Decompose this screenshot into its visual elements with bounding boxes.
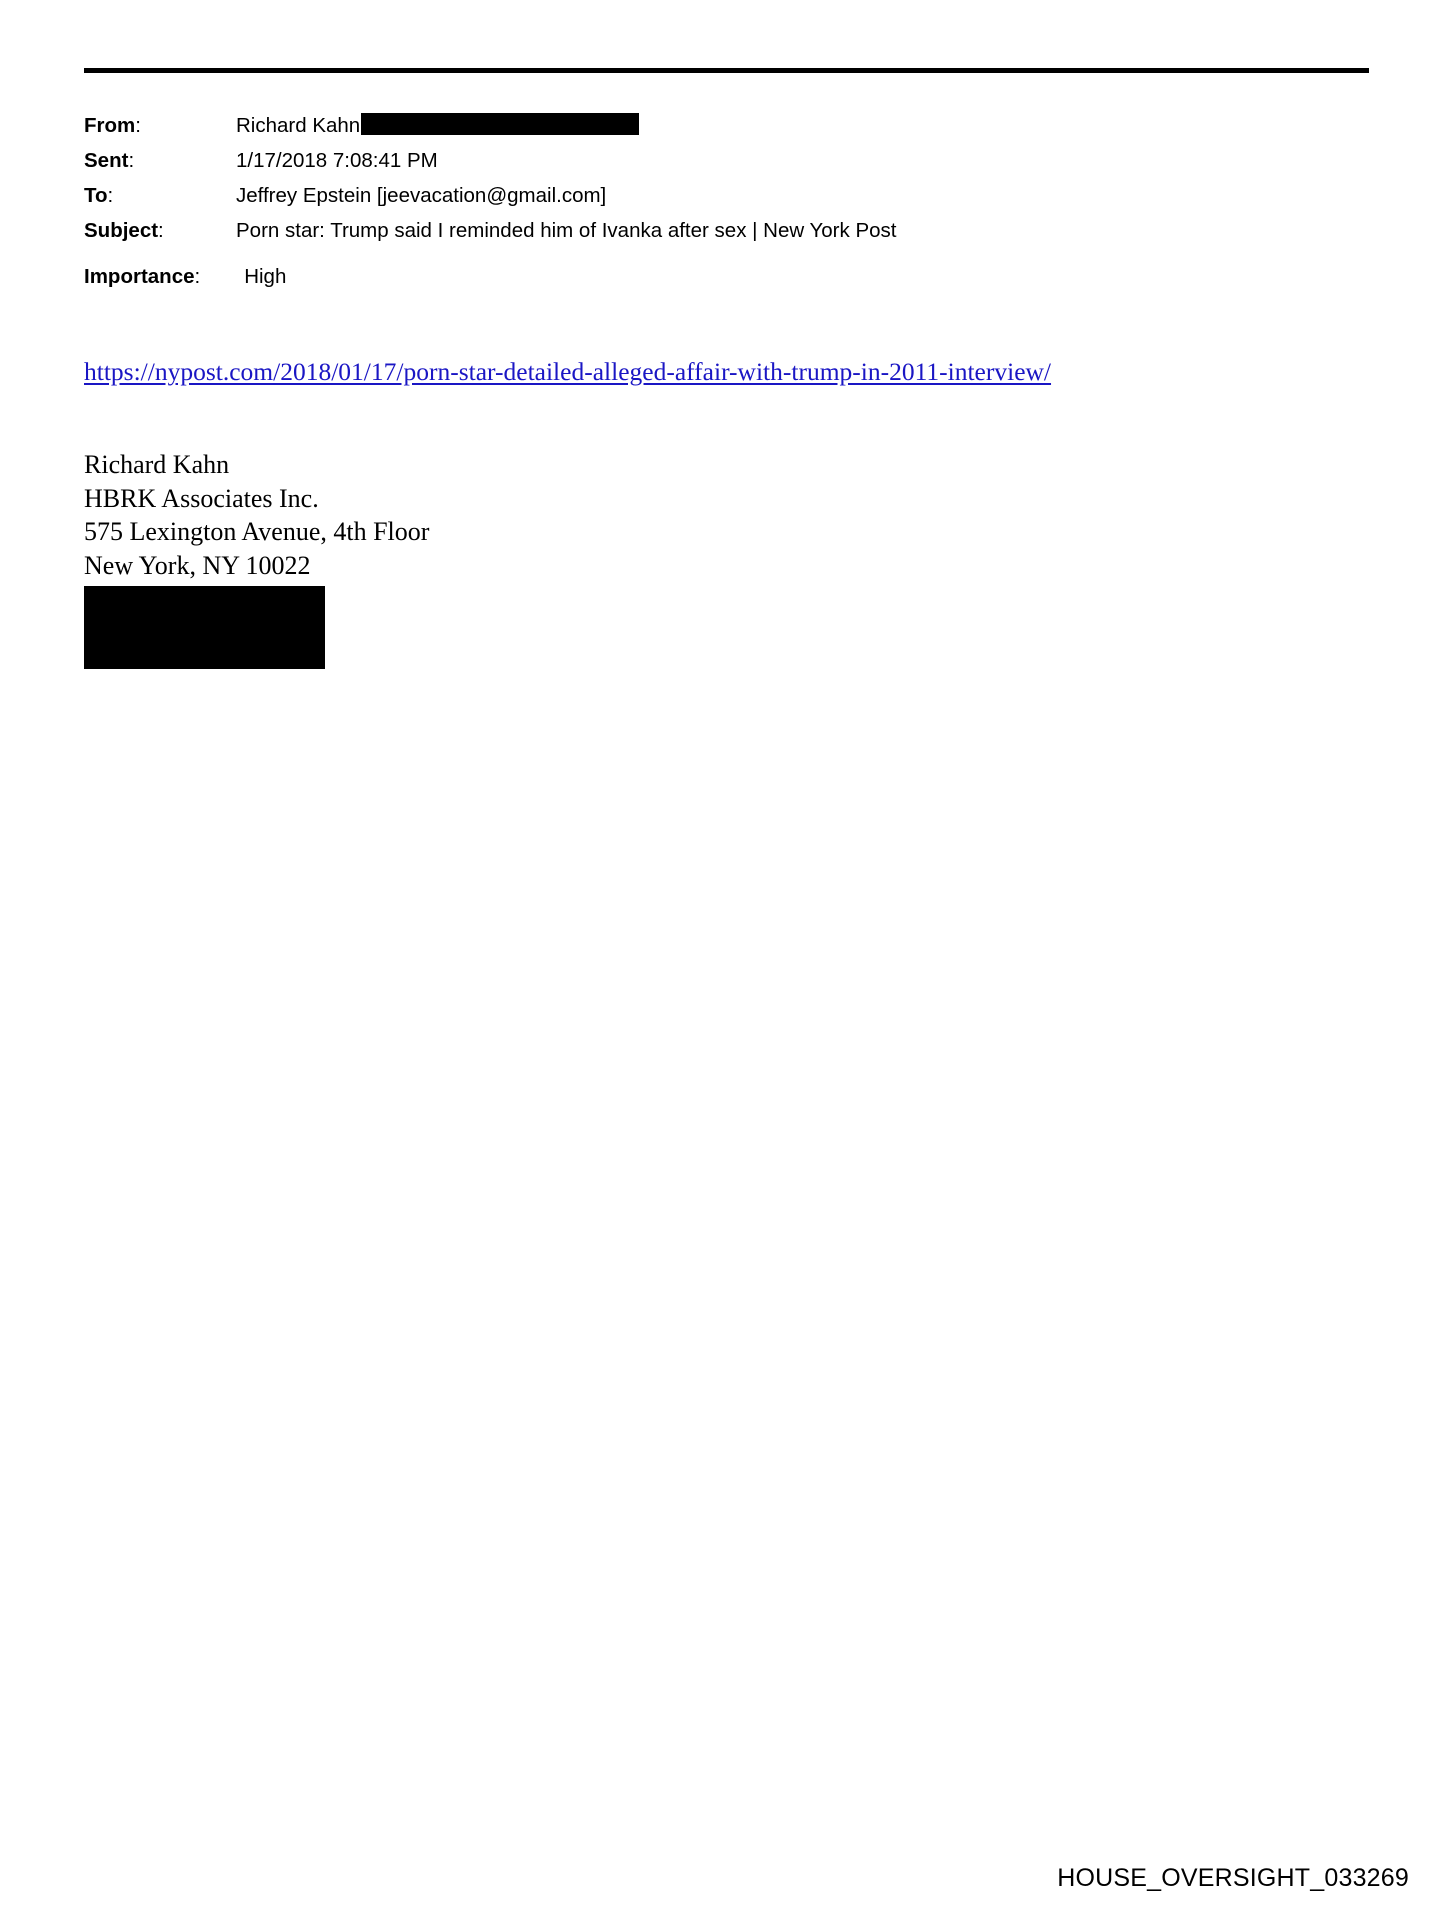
header-label-to (84, 183, 236, 218)
importance-row (84, 264, 286, 290)
colon-sent: : (128, 149, 135, 172)
header-value-to: Jeffrey Epstein [jeevacation@gmail.com] (236, 184, 607, 207)
header-row-from (84, 113, 1184, 148)
header-label-from-text: From (84, 114, 136, 137)
header-value-sent: 1/17/2018 7:08:41 PM (236, 149, 438, 172)
body-link-line (84, 356, 1051, 388)
signature-company: HBRK Associates Inc. (84, 483, 319, 513)
header-label-subject-text: Subject (84, 219, 159, 242)
email-signature-block (84, 448, 429, 582)
signature-city-state-zip: New York, NY 10022 (84, 550, 311, 580)
redaction-block (84, 586, 325, 669)
header-value-from (236, 113, 1184, 148)
importance-value: High (244, 265, 287, 288)
colon-to: : (107, 184, 114, 207)
header-label-to-text: To (84, 184, 108, 207)
header-divider-rule (84, 68, 1369, 73)
header-label-sent-text: Sent (84, 149, 129, 172)
header-value-from-text: Richard Kahn (236, 114, 361, 137)
header-label-subject (84, 218, 236, 253)
colon-subject: : (158, 219, 164, 242)
header-label-sent (84, 148, 236, 183)
importance-label (84, 265, 200, 288)
header-label-from (84, 113, 236, 148)
header-row-sent (84, 148, 1184, 183)
header-row-to (84, 183, 1184, 218)
header-row-subject (84, 218, 1184, 253)
bates-stamp: HOUSE_OVERSIGHT_033269 (1057, 1864, 1409, 1892)
colon-importance: : (194, 265, 201, 288)
email-header-table (84, 113, 1184, 253)
nypost-article-link[interactable]: https://nypost.com/2018/01/17/porn-star-detailed-alleged-affair-with-trump-in-2011-interview/ (84, 357, 1052, 386)
signature-name: Richard Kahn (84, 450, 230, 479)
signature-street: 575 Lexington Avenue, 4th Floor (84, 517, 430, 546)
importance-label-text: Importance (84, 265, 195, 288)
redaction-bar-inline (361, 113, 639, 135)
colon-from: : (135, 114, 141, 137)
header-value-subject: Porn star: Trump said I reminded him of Ivanka after sex | New York Post (236, 219, 897, 242)
